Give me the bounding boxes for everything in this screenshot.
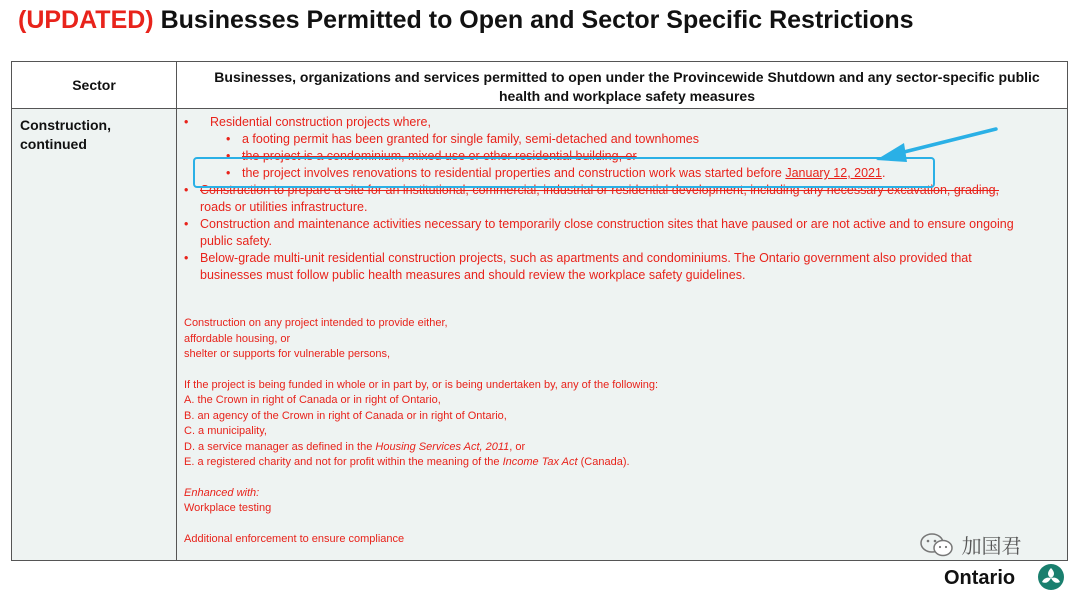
- header-desc-line2: health and workplace safety measures: [499, 88, 755, 104]
- trillium-logo-icon: [1036, 563, 1066, 591]
- act-name: Housing Services Act, 2011: [375, 440, 510, 453]
- bullet-text-cont: roads or utilities infrastructure.: [200, 200, 368, 214]
- header-desc-line1: Businesses, organizations and services permitted to open under the Provincewide Shutdown and any sector-specific public: [214, 69, 1040, 85]
- header-sector: Sector: [72, 77, 116, 93]
- highlight-date: January 12, 2021: [785, 166, 882, 180]
- text-line: shelter or supports for vulnerable persons,: [184, 348, 391, 360]
- bullet-icon: •: [226, 132, 231, 146]
- sub-bullet-text: the project is a condominium, mixed use or other residential building, or: [242, 149, 637, 163]
- sector-line2: continued: [20, 136, 87, 152]
- bullet-icon: •: [184, 115, 189, 129]
- ontario-wordmark: Ontario: [944, 567, 1016, 589]
- text-line: A. the Crown in right of Canada or in right of Ontario,: [184, 394, 441, 406]
- bullet-text: Construction and maintenance activities necessary to temporarily close construction sites that have paused or are not active and to ensure ongoing: [200, 217, 1014, 231]
- bullet-text-cont: businesses must follow public health measures and should review the workplace safety guidelines.: [200, 268, 746, 282]
- sector-line1: Construction,: [20, 117, 111, 133]
- sub-bullet-text: the project involves renovations to residential properties and construction work was started before: [242, 166, 786, 180]
- text-line: B. an agency of the Crown in right of Canada or in right of Ontario,: [184, 409, 507, 422]
- bullet-text: Below-grade multi-unit residential construction projects, such as apartments and condominiums. The Ontario government also provided that: [200, 251, 972, 265]
- text-line: affordable housing, or: [184, 332, 291, 345]
- updated-tag: (UPDATED): [18, 6, 154, 34]
- sub-bullet-text: a footing permit has been granted for single family, semi-detached and townhomes: [242, 132, 699, 146]
- watermark-text: 加国君: [961, 536, 1022, 558]
- text-line: Construction on any project intended to provide either,: [184, 317, 448, 329]
- bullet-text: Residential construction projects where,: [210, 115, 431, 129]
- text-span: D. a service manager as defined in the: [184, 440, 376, 453]
- bullet-icon: •: [184, 183, 189, 197]
- title-text: Businesses Permitted to Open and Sector Specific Restrictions: [153, 6, 914, 34]
- bullet-text: Construction to prepare a site for an institutional, commercial, industrial or residential development, including any necessary excavation, grading,: [200, 183, 1000, 197]
- wechat-icon: [918, 532, 956, 564]
- text-line: Workplace testing: [184, 502, 272, 514]
- sub-bullet-end: .: [881, 166, 886, 180]
- bullet-icon: •: [184, 251, 189, 265]
- bullet-text-cont: public safety.: [200, 234, 273, 248]
- text-line: C. a municipality,: [184, 425, 267, 437]
- bullet-icon: •: [184, 217, 189, 231]
- act-name: Income Tax Act: [502, 456, 578, 468]
- bullet-icon: •: [226, 149, 231, 163]
- bullet-icon: •: [226, 166, 231, 180]
- enforcement-line: Additional enforcement to ensure compliance: [184, 532, 405, 545]
- watermark: [918, 530, 1022, 564]
- text-span: (Canada).: [577, 456, 630, 468]
- text-span: , or: [509, 440, 526, 453]
- text-span: E. a registered charity and not for profit within the meaning of the: [184, 456, 503, 468]
- text-line: Enhanced with:: [184, 486, 260, 499]
- text-line: If the project is being funded in whole or in part by, or is being undertaken by, any of the following:: [184, 378, 659, 391]
